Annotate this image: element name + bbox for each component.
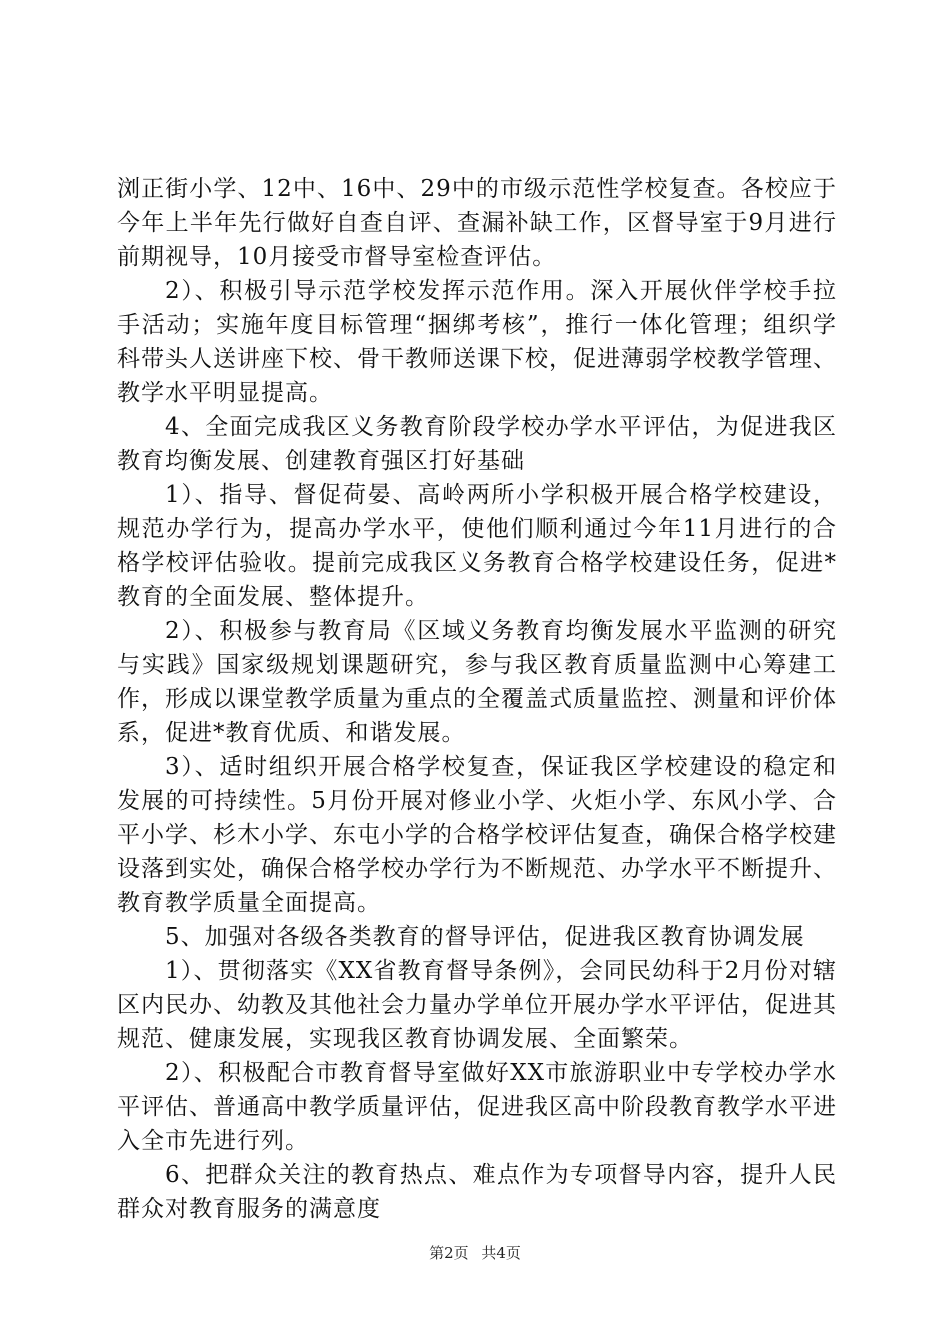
section-heading: 5、加强对各级各类教育的督导评估，促进我区教育协调发展: [165, 924, 805, 950]
page-number: 第2页: [429, 1244, 469, 1262]
paragraph: 1）、贯彻落实《XX省教育督导条例》，会同民幼科于2月份对辖区内民办、幼教及其他社会力量办学单位开展办学水平评估，促进其规范、健康发展，实现我区教育协调发展、全面繁荣。: [117, 958, 837, 1052]
paragraph: 2）、积极参与教育局《区域义务教育均衡发展水平监测的研究与实践》国家级规划课题研究，参与我区教育质量监测中心筹建工作，形成以课堂教学质量为重点的全覆盖式质量监控、测量和评价体系，促进*教育优质、和谐发展。: [117, 618, 837, 746]
section-heading: 6、把群众关注的教育热点、难点作为专项督导内容，提升人民群众对教育服务的满意度: [117, 1162, 837, 1222]
paragraph: 2）、积极引导示范学校发挥示范作用。深入开展伙伴学校手拉手活动；实施年度目标管理“捆绑考核”，推行一体化管理；组织学科带头人送讲座下校、骨干教师送课下校，促进薄弱学校教学管理、教学水平明显提高。: [117, 278, 837, 406]
paragraph: 2）、积极配合市教育督导室做好XX市旅游职业中专学校办学水平评估、普通高中教学质量评估，促进我区高中阶段教育教学水平进入全市先进行列。: [117, 1060, 837, 1154]
document-body: [117, 172, 837, 1226]
section-heading: 4、全面完成我区义务教育阶段学校办学水平评估，为促进我区教育均衡发展、创建教育强区打好基础: [117, 414, 837, 474]
paragraph: 1）、指导、督促荷晏、高岭两所小学积极开展合格学校建设，规范办学行为，提高办学水平，使他们顺利通过今年11月进行的合格学校评估验收。提前完成我区义务教育合格学校建设任务，促进*教育的全面发展、整体提升。: [117, 482, 837, 610]
page-footer: [0, 1243, 950, 1263]
page-total: 共4页: [481, 1244, 521, 1262]
paragraph: 浏正街小学、12中、16中、29中的市级示范性学校复查。各校应于今年上半年先行做好自查自评、查漏补缺工作，区督导室于9月进行前期视导，10月接受市督导室检查评估。: [117, 176, 837, 270]
paragraph: 3）、适时组织开展合格学校复查，保证我区学校建设的稳定和发展的可持续性。5月份开展对修业小学、火炬小学、东风小学、合平小学、杉木小学、东屯小学的合格学校评估复查，确保合格学校建设落到实处，确保合格学校办学行为不断规范、办学水平不断提升、教育教学质量全面提高。: [117, 754, 837, 916]
